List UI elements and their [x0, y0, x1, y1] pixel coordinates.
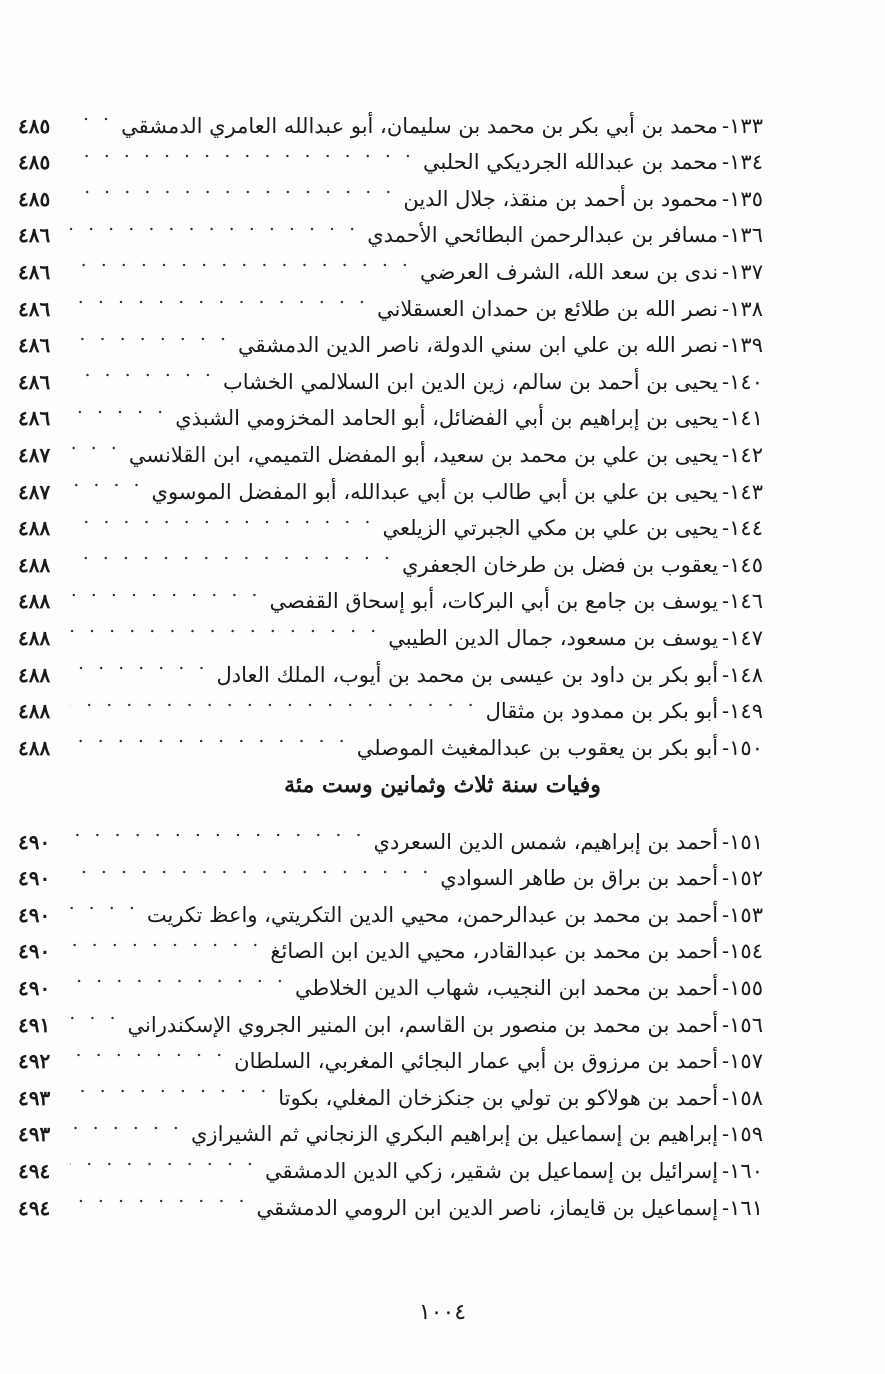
- dot-leader: [70, 206, 359, 243]
- entry-page-number: ٤٨٨: [18, 625, 51, 650]
- entry-page-number: ٤٨٦: [18, 406, 51, 431]
- dot-leader: [70, 242, 412, 279]
- entry-number: ١٥٣-: [722, 902, 763, 927]
- dot-leader: [70, 645, 209, 682]
- dot-leader: [70, 995, 120, 1032]
- entry-page-number: ٤٩٠: [18, 829, 51, 854]
- entry-page-number: ٤٨٨: [18, 516, 51, 541]
- entry-number: ١٤٥-: [722, 552, 763, 577]
- index-section-2: [18, 812, 763, 1220]
- entry-page-number: ٤٩٢: [18, 1049, 51, 1074]
- entry-number: ١٤٤-: [722, 516, 763, 541]
- entry-number: ١٥٤-: [722, 939, 763, 964]
- dot-leader: [70, 389, 167, 426]
- dot-leader: [70, 462, 144, 499]
- entry-name: أحمد بن هولاكو بن تولي بن جنكزخان المغلي، بكوتا: [278, 1085, 719, 1110]
- dot-leader: [70, 1141, 257, 1178]
- entry-name: أحمد بن إبراهيم، شمس الدين السعردي: [373, 829, 719, 854]
- entry-name: أحمد بن محمد بن عبدالرحمن، محيي الدين التكريتي، واعظ تكريت: [146, 902, 719, 927]
- entry-page-number: ٤٨٨: [18, 699, 51, 724]
- entry-page-number: ٤٨٨: [18, 589, 51, 614]
- dot-leader: [70, 572, 261, 609]
- dot-leader: [70, 535, 394, 572]
- entry-number: ١٥٨-: [722, 1085, 763, 1110]
- dot-leader: [70, 316, 230, 353]
- entry-number: ١٣٨-: [722, 296, 763, 321]
- entry-page-number: ٤٩٣: [18, 1085, 51, 1110]
- entry-page-number: ٤٩٣: [18, 1122, 51, 1147]
- entry-name: يحيى بن أحمد بن سالم، زين الدين ابن السلالمي الخشاب: [222, 369, 719, 394]
- dot-leader: [70, 133, 415, 170]
- dot-leader: [70, 1178, 249, 1215]
- entry-name: مسافر بن عبدالرحمن البطائحي الأحمدي: [367, 223, 719, 248]
- entry-page-number: ٤٩١: [18, 1012, 51, 1037]
- entry-page-number: ٤٩٠: [18, 866, 51, 891]
- entry-name: يحيى بن علي بن أبي طالب بن أبي عبدالله، أبو المفضل الموسوي: [151, 479, 719, 504]
- entry-name: إبراهيم بن إسماعيل بن إبراهيم البكري الزنجاني ثم الشيرازي: [190, 1122, 719, 1147]
- index-section-1: [18, 96, 763, 760]
- entry-number: ١٣٥-: [722, 186, 763, 211]
- entry-name: إسرائيل بن إسماعيل بن شقير، زكي الدين الدمشقي: [264, 1158, 719, 1183]
- entry-page-number: ٤٨٥: [18, 186, 51, 211]
- entry-page-number: ٤٨٨: [18, 735, 51, 760]
- entry-name: محمد بن أبي بكر بن محمد بن سليمان، أبو عبدالله العامري الدمشقي: [121, 113, 719, 138]
- entry-name: يوسف بن جامع بن أبي البركات، أبو إسحاق القفصي: [269, 589, 719, 614]
- entry-number: ١٤٠-: [722, 369, 763, 394]
- entry-page-number: ٤٨٦: [18, 333, 51, 358]
- entry-number: ١٣٩-: [722, 333, 763, 358]
- entry-number: ١٤٢-: [722, 442, 763, 467]
- entry-name: أحمد بن مرزوق بن أبي عمار البجائي المغربي، السلطان: [234, 1049, 719, 1074]
- dot-leader: [70, 682, 478, 719]
- entry-name: أحمد بن محمد بن عبدالقادر، محيي الدين ابن الصائغ: [270, 939, 719, 964]
- dot-leader: [70, 958, 287, 995]
- entry-page-number: ٤٨٧: [18, 442, 51, 467]
- entry-number: ١٤٨-: [722, 662, 763, 687]
- entry-name: أبو بكر بن ممدود بن مثقال: [485, 699, 719, 724]
- dot-leader: [70, 849, 432, 886]
- entry-page-number: ٤٨٨: [18, 662, 51, 687]
- entry-name: أحمد بن محمد ابن النجيب، شهاب الدين الخلاطي: [294, 975, 719, 1000]
- entry-number: ١٣٣-: [722, 113, 763, 138]
- dot-leader: [70, 425, 121, 462]
- dot-leader: [70, 885, 139, 922]
- entry-name: أحمد بن محمد بن منصور بن القاسم، ابن المنير الجروي الإسكندراني: [127, 1012, 719, 1037]
- dot-leader: [70, 718, 349, 755]
- entry-number: ١٥٦-: [722, 1012, 763, 1037]
- entry-number: ١٣٤-: [722, 150, 763, 175]
- entry-number: ١٦١-: [722, 1195, 763, 1220]
- index-entry: [18, 812, 763, 854]
- entry-number: ١٣٧-: [722, 259, 763, 284]
- entry-name: إسماعيل بن قايماز، ناصر الدين ابن الرومي الدمشقي: [256, 1195, 719, 1220]
- entry-page-number: ٤٩٠: [18, 939, 51, 964]
- dot-leader: [70, 499, 374, 536]
- dot-leader: [70, 922, 262, 959]
- entry-page-number: ٤٩٤: [18, 1195, 51, 1220]
- entry-name: يحيى بن علي بن محمد بن سعيد، أبو المفضل التميمي، ابن القلانسي: [128, 442, 719, 467]
- entry-page-number: ٤٨٥: [18, 113, 51, 138]
- entry-name: نصر الله بن طلائع بن حمدان العسقلاني: [376, 296, 719, 321]
- page-number: ١٠٠٤: [418, 1300, 467, 1325]
- entry-number: ١٥٥-: [722, 975, 763, 1000]
- entry-name: أبو بكر بن يعقوب بن عبدالمغيث الموصلي: [356, 735, 719, 760]
- entry-number: ١٥٢-: [722, 866, 763, 891]
- entry-number: ١٤٣-: [722, 479, 763, 504]
- entry-name: ندى بن سعد الله، الشرف العرضي: [419, 259, 719, 284]
- entry-name: يوسف بن مسعود، جمال الدين الطيبي: [388, 625, 719, 650]
- entry-page-number: ٤٨٦: [18, 259, 51, 284]
- entry-number: ١٤٩-: [722, 699, 763, 724]
- dot-leader: [70, 96, 113, 133]
- entry-number: ١٣٦-: [722, 223, 763, 248]
- entry-number: ١٥٩-: [722, 1122, 763, 1147]
- entry-page-number: ٤٩٤: [18, 1158, 51, 1183]
- entry-name: يعقوب بن فضل بن طرخان الجعفري: [401, 552, 719, 577]
- entry-page-number: ٤٨٥: [18, 150, 51, 175]
- entry-name: محمد بن عبدالله الجرديكي الحلبي: [422, 150, 719, 175]
- entry-page-number: ٤٩٠: [18, 975, 51, 1000]
- dot-leader: [70, 1068, 270, 1105]
- dot-leader: [70, 1032, 226, 1069]
- entry-name: يحيى بن علي بن مكي الجبرتي الزيلعي: [382, 516, 719, 541]
- entry-number: ١٥٧-: [722, 1049, 763, 1074]
- entry-number: ١٥١-: [722, 829, 763, 854]
- entry-page-number: ٤٨٨: [18, 552, 51, 577]
- entry-name: يحيى بن إبراهيم بن أبي الفضائل، أبو الحامد المخزومي الشبذي: [175, 406, 719, 431]
- entry-number: ١٤١-: [722, 406, 763, 431]
- entry-name: محمود بن أحمد بن منقذ، جلال الدين: [403, 186, 719, 211]
- entry-page-number: ٤٩٠: [18, 902, 51, 927]
- entry-name: أبو بكر بن داود بن عيسى بن محمد بن أيوب، الملك العادل: [216, 662, 719, 687]
- entry-page-number: ٤٨٧: [18, 479, 51, 504]
- section-heading: وفيات سنة ثلاث وثمانين وست مئة: [284, 772, 601, 798]
- entry-page-number: ٤٨٦: [18, 296, 51, 321]
- dot-leader: [70, 169, 395, 206]
- dot-leader: [70, 279, 369, 316]
- index-entry: [18, 96, 763, 138]
- entry-number: ١٤٦-: [722, 589, 763, 614]
- dot-leader: [70, 608, 380, 645]
- entry-number: ١٤٧-: [722, 625, 763, 650]
- entry-page-number: ٤٨٦: [18, 223, 51, 248]
- dot-leader: [70, 1105, 183, 1142]
- entry-page-number: ٤٨٦: [18, 369, 51, 394]
- dot-leader: [70, 352, 215, 389]
- dot-leader: [70, 812, 366, 849]
- entry-number: ١٦٠-: [722, 1158, 763, 1183]
- entry-number: ١٥٠-: [722, 735, 763, 760]
- entry-name: نصر الله بن علي ابن سني الدولة، ناصر الدين الدمشقي: [238, 333, 719, 358]
- entry-name: أحمد بن براق بن طاهر السوادي: [440, 866, 719, 891]
